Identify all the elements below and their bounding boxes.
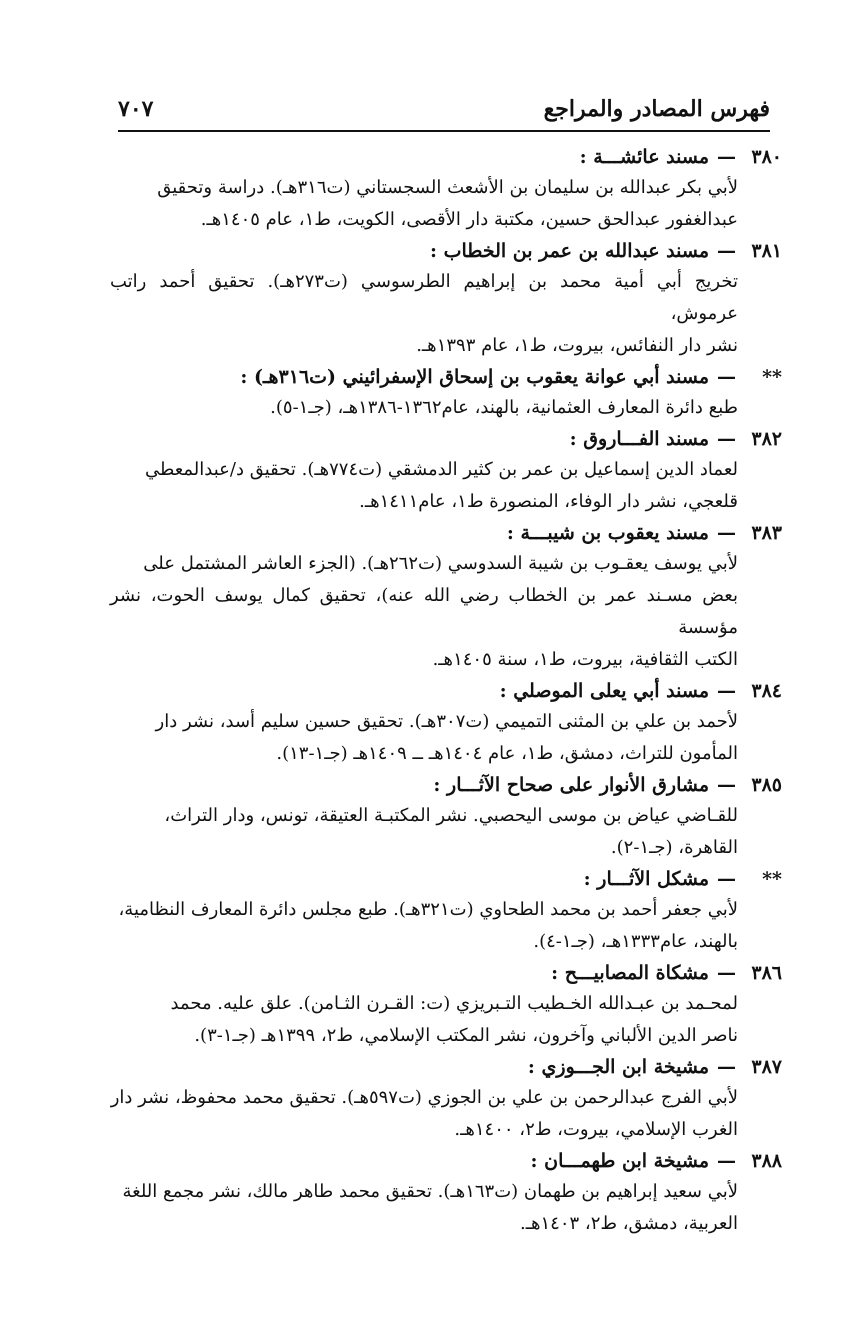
entry-line: لأبي سعيد إبراهيم بن طهمان (ت١٦٣هـ). تحقيق محمد طاهر مالك، نشر مجمع اللغة — [122, 1181, 738, 1202]
entry-line: القاهرة، (جـ١-٢). — [610, 837, 738, 858]
entry-number: ٣٨٤ — [751, 680, 782, 702]
entry-dash: — — [717, 962, 736, 984]
entry-title: مشارق الأنوار على صحاح الآثـــار : — [433, 774, 709, 796]
entry-line: لأبي الفرج عبدالرحمن بن علي بن الجوزي (ت٥٩٧هـ). تحقيق محمد محفوظ، نشر دار — [110, 1087, 738, 1108]
entry-title: مسند الفـــاروق : — [569, 428, 709, 450]
bibliography-entry — [110, 958, 782, 1052]
entry-line: لأبي يوسف يعقـوب بن شيبة السدوسي (ت٢٦٢هـ). (الجزء العاشر المشتمل على — [143, 553, 738, 574]
entry-line: قلعجي، نشر دار الوفاء، المنصورة ط١، عام١٤١١هـ. — [359, 491, 738, 512]
entry-heading — [110, 142, 782, 172]
entry-body — [110, 706, 782, 770]
page-header — [118, 82, 770, 122]
entry-dash: — — [717, 146, 736, 168]
entry-number: ** — [762, 366, 782, 388]
entry-heading — [110, 958, 782, 988]
entry-heading — [110, 864, 782, 894]
entry-number: ٣٨١ — [751, 240, 782, 262]
entry-heading — [110, 676, 782, 706]
entry-body — [110, 454, 782, 518]
entry-heading — [110, 424, 782, 454]
entry-line: ناصر الدين الألباني وآخرون، نشر المكتب الإسلامي، ط٢، ١٣٩٩هـ (جـ١-٣). — [194, 1025, 738, 1046]
bibliography-entry — [110, 864, 782, 958]
entry-title: مشيخة ابن الجـــوزي : — [527, 1056, 709, 1078]
entry-dash: — — [717, 868, 736, 890]
bibliography-entry — [110, 142, 782, 236]
entry-line: لمحـمد بن عبـدالله الخـطيب التـبريزي (ت: القـرن الثـامن). علق عليه. محمد — [170, 993, 738, 1014]
entry-line: للقـاضي عياض بن موسى اليحصبي. نشر المكتبـة العتيقة، تونس، ودار التراث، — [164, 805, 738, 826]
entry-heading — [110, 362, 782, 392]
bibliography-entry — [110, 770, 782, 864]
entry-number: ٣٨٣ — [751, 522, 782, 544]
entry-title: مشيخة ابن طهمـــان : — [530, 1150, 709, 1172]
entry-number: ٣٨٦ — [751, 962, 782, 984]
entry-number: ٣٨٨ — [751, 1150, 782, 1172]
entry-dash: — — [717, 680, 736, 702]
entry-body — [110, 392, 782, 424]
entry-heading — [110, 1146, 782, 1176]
bibliography-entry — [110, 518, 782, 676]
bibliography-entry — [110, 676, 782, 770]
entry-body — [110, 1176, 782, 1240]
page-number: ٧٠٧ — [118, 96, 154, 122]
entry-body — [110, 988, 782, 1052]
entry-line: عبدالغفور عبدالحق حسين، مكتبة دار الأقصى، الكويت، ط١، عام ١٤٠٥هـ. — [200, 209, 738, 230]
entry-heading — [110, 1052, 782, 1082]
entry-line: نشر دار النفائس، بيروت، ط١، عام ١٣٩٣هـ. — [416, 335, 738, 356]
entry-line: طبع دائرة المعارف العثمانية، بالهند، عام١٣٦٢-١٣٨٦هـ، (جـ١-٥). — [270, 397, 738, 418]
entry-title: مشكل الآثـــار : — [583, 868, 709, 890]
entry-title: مسند أبي يعلى الموصلي : — [499, 680, 709, 702]
entry-dash: — — [717, 428, 736, 450]
bibliography-list — [110, 142, 782, 1240]
entry-title: مسند أبي عوانة يعقوب بن إسحاق الإسفرائيني (ت٣١٦هـ) : — [240, 366, 709, 388]
entry-body — [110, 800, 782, 864]
entry-heading — [110, 518, 782, 548]
entry-dash: — — [717, 774, 736, 796]
entry-line: تخريج أبي أمية محمد بن إبراهيم الطرسوسي (ت٢٧٣هـ). تحقيق أحمد راتب عرموش، — [110, 271, 738, 324]
entry-line: بالهند، عام١٣٣٣هـ، (جـ١-٤). — [533, 931, 738, 952]
bibliography-entry — [110, 1052, 782, 1146]
running-title: فهرس المصادر والمراجع — [543, 96, 770, 122]
bibliography-entry — [110, 1146, 782, 1240]
entry-body — [110, 172, 782, 236]
bibliography-entry — [110, 424, 782, 518]
entry-dash: — — [717, 366, 736, 388]
entry-title: مشكاة المصابيـــح : — [551, 962, 709, 984]
entry-title: مسند يعقوب بن شيبـــة : — [506, 522, 709, 544]
entry-number: ٣٨٠ — [751, 146, 782, 168]
entry-line: المأمون للتراث، دمشق، ط١، عام ١٤٠٤هـ ــ ١٤٠٩هـ (جـ١-١٣). — [276, 743, 738, 764]
entry-line: الغرب الإسلامي، بيروت، ط٢، ١٤٠٠هـ. — [454, 1119, 738, 1140]
entry-dash: — — [717, 240, 736, 262]
entry-body — [110, 266, 782, 362]
entry-line: بعض مسـند عمر بن الخطاب رضي الله عنه)، تحقيق كمال يوسف الحوت، نشر مؤسسة — [110, 585, 738, 638]
entry-number: ٣٨٢ — [751, 428, 782, 450]
entry-dash: — — [717, 522, 736, 544]
entry-dash: — — [717, 1150, 736, 1172]
entry-title: مسند عائشـــة : — [579, 146, 709, 168]
entry-line: الكتب الثقافية، بيروت، ط١، سنة ١٤٠٥هـ. — [432, 649, 738, 670]
entry-line: لأحمد بن علي بن المثنى التميمي (ت٣٠٧هـ). تحقيق حسين سليم أسد، نشر دار — [155, 711, 738, 732]
entry-number: ٣٨٥ — [751, 774, 782, 796]
bibliography-entry — [110, 236, 782, 362]
entry-dash: — — [717, 1056, 736, 1078]
entry-line: لأبي بكر عبدالله بن سليمان بن الأشعث السجستاني (ت٣١٦هـ). دراسة وتحقيق — [157, 177, 738, 198]
bibliography-entry — [110, 362, 782, 424]
entry-heading — [110, 770, 782, 800]
entry-title: مسند عبدالله بن عمر بن الخطاب : — [429, 240, 709, 262]
entry-line: لعماد الدين إسماعيل بن عمر بن كثير الدمشقي (ت٧٧٤هـ). تحقيق د/عبدالمعطي — [144, 459, 738, 480]
entry-heading — [110, 236, 782, 266]
entry-line: العربية، دمشق، ط٢، ١٤٠٣هـ. — [519, 1213, 738, 1234]
entry-number: ** — [762, 868, 782, 890]
entry-number: ٣٨٧ — [751, 1056, 782, 1078]
header-rule — [118, 130, 770, 132]
entry-body — [110, 1082, 782, 1146]
entry-line: لأبي جعفر أحمد بن محمد الطحاوي (ت٣٢١هـ). طبع مجلس دائرة المعارف النظامية، — [118, 899, 738, 920]
entry-body — [110, 548, 782, 676]
entry-body — [110, 894, 782, 958]
